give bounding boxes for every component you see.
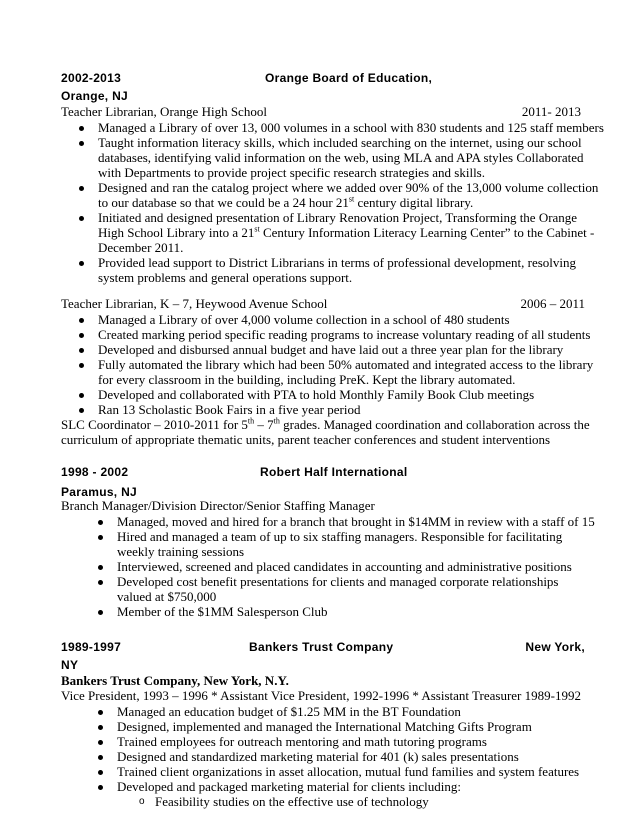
bullet-dot <box>98 755 103 760</box>
bullet-item: Designed and standardized marketing material for 401 (k) sales presentations <box>117 749 519 764</box>
bullet-continuation: for every classroom in the building, including PreK. Kept the library automated. <box>98 372 516 387</box>
bullet-item: Taught information literacy skills, which included searching on the internet, using our school <box>98 135 582 150</box>
bullet-item: Created marking period specific reading programs to increase voluntary reading of all students <box>98 327 591 342</box>
bullet-continuation: databases, identifying valid information on the web, using MLA and APA styles Collaborated <box>98 150 584 165</box>
bullet-dot <box>98 785 103 790</box>
job-title-line <box>61 104 585 119</box>
bullet-item: Trained employees for outreach mentoring and math tutoring programs <box>117 734 487 749</box>
section-dates: 1989-1997 <box>61 640 122 654</box>
bullet-continuation: with Departments to provide project specific research strategies and skills. <box>98 165 485 180</box>
section-organization: Robert Half International <box>260 465 408 479</box>
bullet-item: Developed and packaged marketing material for clients including: <box>117 779 462 794</box>
company-line: Bankers Trust Company, New York, N.Y. <box>61 673 289 688</box>
bullet-dot <box>98 580 103 585</box>
bullet-item: Initiated and designed presentation of Library Renovation Project, Transforming the Orange <box>98 210 578 225</box>
section-header-orange <box>61 70 585 86</box>
bullet-item: Managed a Library of over 13, 000 volumes in a school with 830 students and 125 staff members <box>98 120 604 135</box>
bullet-continuation: December 2011. <box>98 240 184 255</box>
section-header-bankers-trust <box>61 639 585 655</box>
section-header-robert-half <box>61 464 585 480</box>
section-organization: Orange Board of Education, <box>265 71 433 85</box>
bullet-dot <box>98 710 103 715</box>
bullet-dot <box>79 186 84 191</box>
bullet-item: Developed and collaborated with PTA to hold Monthly Family Book Club meetings <box>98 387 535 402</box>
bullet-continuation: system problems and general operations support. <box>98 270 353 285</box>
bullet-item: Managed, moved and hired for a branch that brought in $14MM in review with a staff of 15 <box>117 514 595 529</box>
bullet-continuation: to our database so that we could be a 24 hour 21st century digital library. <box>98 194 474 210</box>
bullet-dot <box>79 363 84 368</box>
slc-coordinator-line: SLC Coordinator – 2010-2011 for 5th – 7th grades. Managed coordination and collaboration across the <box>61 416 590 432</box>
section-location: Orange, NJ <box>61 89 129 103</box>
section-city: New York, <box>525 640 585 654</box>
bullet-dot <box>98 725 103 730</box>
bullet-dot <box>98 520 103 525</box>
sub-bullet-marker: o <box>139 796 145 807</box>
bullet-dot <box>79 141 84 146</box>
bullet-dot <box>98 610 103 615</box>
bullet-item: Ran 13 Scholastic Book Fairs in a five year period <box>98 402 361 417</box>
bullet-continuation: High School Library into a 21st Century Information Literacy Learning Center” to the Cabinet - <box>98 224 595 240</box>
bullet-item: Designed and ran the catalog project where we added over 90% of the 13,000 volume collection <box>98 180 599 195</box>
bullet-dot <box>79 261 84 266</box>
bullet-dot <box>79 408 84 413</box>
job-title: Teacher Librarian, Orange High School <box>61 104 267 119</box>
job-period: 2006 – 2011 <box>520 296 585 311</box>
bullet-item: Managed a Library of over 4,000 volume collection in a school of 480 students <box>98 312 510 327</box>
bullet-item: Member of the $1MM Salesperson Club <box>117 604 328 619</box>
job-titles: Vice President, 1993 – 1996 * Assistant Vice President, 1992-1996 * Assistant Treasurer 1989-1992 <box>61 688 581 703</box>
bullet-item: Designed, implemented and managed the International Matching Gifts Program <box>117 719 532 734</box>
bullet-dot <box>98 770 103 775</box>
section-dates: 2002-2013 <box>61 71 122 85</box>
bullet-item: Provided lead support to District Librarians in terms of professional development, resolving <box>98 255 577 270</box>
bullet-dot <box>79 348 84 353</box>
bullet-item: Developed cost benefit presentations for clients and managed corporate relationships <box>117 574 559 589</box>
job-title-line <box>61 296 585 311</box>
section-dates: 1998 - 2002 <box>61 465 129 479</box>
bullet-item: Managed an education budget of $1.25 MM in the BT Foundation <box>117 704 461 719</box>
bullet-item: Interviewed, screened and placed candidates in accounting and administrative positions <box>117 559 572 574</box>
job-title: Teacher Librarian, K – 7, Heywood Avenue School <box>61 296 328 311</box>
section-location: Paramus, NJ <box>61 485 138 499</box>
slc-coordinator-line-2: curriculum of appropriate thematic units, parent teacher conferences and student interventions <box>61 432 551 447</box>
bullet-dot <box>79 333 84 338</box>
section-location: NY <box>61 658 79 672</box>
bullet-item: Fully automated the library which had been 50% automated and integrated access to the library <box>98 357 594 372</box>
job-title: Branch Manager/Division Director/Senior Staffing Manager <box>61 498 375 513</box>
job-period: 2011- 2013 <box>521 104 581 119</box>
bullet-dot <box>79 216 84 221</box>
bullet-dot <box>98 535 103 540</box>
bullet-item: Developed and disbursed annual budget and have laid out a three year plan for the library <box>98 342 564 357</box>
bullet-dot <box>98 740 103 745</box>
bullet-dot <box>98 565 103 570</box>
bullet-continuation: valued at $750,000 <box>117 589 217 604</box>
bullet-item: Hired and managed a team of up to six staffing managers. Responsible for facilitating <box>117 529 563 544</box>
sub-bullet-item: o Feasibility studies on the effective use of technology <box>139 794 429 809</box>
bullet-continuation: weekly training sessions <box>117 544 245 559</box>
bullet-dot <box>79 393 84 398</box>
bullet-dot <box>79 126 84 131</box>
section-organization: Bankers Trust Company <box>249 640 394 654</box>
bullet-item: Trained client organizations in asset allocation, mutual fund families and system features <box>117 764 580 779</box>
bullet-dot <box>79 318 84 323</box>
